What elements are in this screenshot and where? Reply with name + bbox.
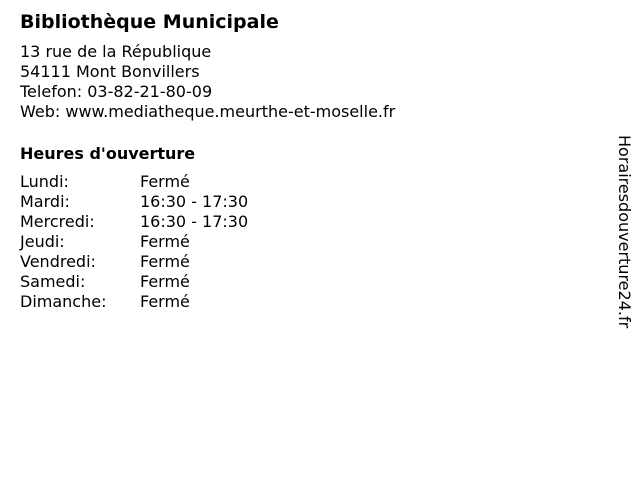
day-hours: Fermé xyxy=(140,232,190,251)
day-label: Mardi: xyxy=(20,192,70,211)
day-label: Mercredi: xyxy=(20,212,95,231)
day-label: Dimanche: xyxy=(20,292,107,311)
day-label: Lundi: xyxy=(20,172,69,191)
postal-city: 54111 Mont Bonvillers xyxy=(20,62,200,81)
day-hours: Fermé xyxy=(140,252,190,271)
day-label: Samedi: xyxy=(20,272,86,291)
day-hours: Fermé xyxy=(140,272,190,291)
hours-row-monday xyxy=(20,172,600,192)
day-hours: 16:30 - 17:30 xyxy=(140,192,249,211)
library-name: Bibliothèque Municipale xyxy=(20,11,279,33)
library-info-card xyxy=(20,8,600,312)
address-block xyxy=(20,42,600,122)
day-label: Vendredi: xyxy=(20,252,96,271)
day-label: Jeudi: xyxy=(20,232,65,251)
hours-row-saturday xyxy=(20,272,600,292)
hours-row-thursday xyxy=(20,232,600,252)
street-address: 13 rue de la République xyxy=(20,42,212,61)
hours-row-tuesday xyxy=(20,192,600,212)
hours-row-friday xyxy=(20,252,600,272)
phone-number: Telefon: 03-82-21-80-09 xyxy=(20,82,213,101)
day-hours: Fermé xyxy=(140,292,190,311)
opening-hours-heading: Heures d'ouverture xyxy=(20,144,196,163)
hours-row-sunday xyxy=(20,292,600,312)
website: Web: www.mediatheque.meurthe-et-moselle.fr xyxy=(20,102,396,121)
day-hours: Fermé xyxy=(140,172,190,191)
day-hours: 16:30 - 17:30 xyxy=(140,212,249,231)
site-watermark: Horairesdouverture24.fr xyxy=(615,135,634,329)
hours-row-wednesday xyxy=(20,212,600,232)
opening-hours-table xyxy=(20,172,600,312)
